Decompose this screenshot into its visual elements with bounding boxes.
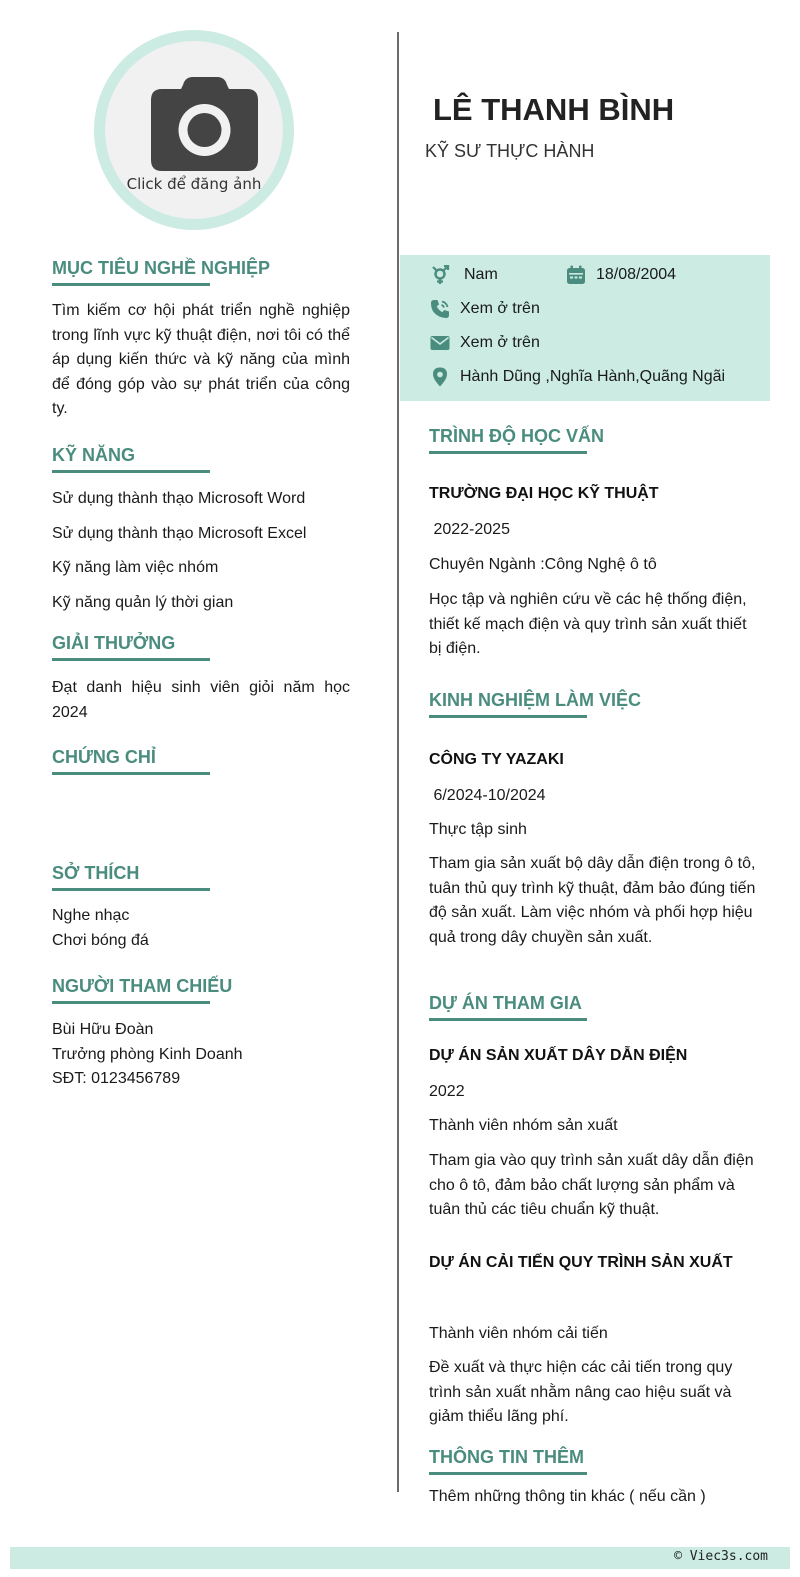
objective-text: Tìm kiếm cơ hội phát triển nghề nghiệp trong lĩnh vực kỹ thuật điện, nơi tôi có thể áp dụng kiến thức và kỹ năng của mình để đóng góp vào sự phát triển của công ty. — [52, 302, 350, 417]
section-underline — [52, 283, 210, 286]
education-section — [429, 426, 759, 454]
phone-value: Xem ở trên — [460, 300, 540, 317]
calendar-icon — [566, 265, 586, 285]
education-school: TRƯỜNG ĐẠI HỌC KỸ THUẬT — [429, 485, 659, 502]
contact-gender — [430, 265, 498, 285]
section-title: DỰ ÁN THAM GIA — [429, 993, 582, 1013]
contact-phone — [430, 299, 540, 319]
hobbies-list — [52, 904, 350, 953]
gender-icon — [430, 265, 450, 285]
gender-value: Nam — [464, 266, 498, 283]
skill-item: Kỹ năng quản lý thời gian — [52, 593, 234, 611]
section-title: KINH NGHIỆM LÀM VIỆC — [429, 690, 642, 710]
reference-position: Trưởng phòng Kinh Doanh — [52, 1045, 243, 1063]
skills-section — [52, 445, 350, 473]
section-title: TRÌNH ĐỘ HỌC VẤN — [429, 426, 604, 446]
skill-item: Sử dụng thành thạo Microsoft Excel — [52, 524, 307, 542]
section-title: THÔNG TIN THÊM — [429, 1447, 584, 1467]
additional-text: Thêm những thông tin khác ( nếu cần ) — [429, 1488, 706, 1505]
photo-caption: Click để đăng ảnh — [126, 175, 262, 193]
section-title: CHỨNG CHỈ — [52, 747, 156, 767]
avatar-placeholder[interactable] — [105, 41, 283, 219]
contact-panel — [400, 255, 770, 401]
experience-section — [429, 690, 759, 718]
mail-icon — [430, 333, 450, 353]
section-underline — [429, 715, 587, 718]
section-title: NGƯỜI THAM CHIẾU — [52, 976, 233, 996]
email-value: Xem ở trên — [460, 334, 540, 351]
certificates-section — [52, 747, 350, 775]
section-underline — [52, 1001, 210, 1004]
project-role: Thành viên nhóm cải tiến — [429, 1325, 608, 1342]
avatar-upload[interactable] — [94, 30, 294, 230]
contact-dob — [566, 265, 676, 285]
project-description: Tham gia vào quy trình sản xuất dây dẫn điện cho ô tô, đảm bảo chất lượng sản phẩm và tuân thủ các tiêu chuẩn kỹ thuật. — [429, 1152, 754, 1218]
section-underline — [429, 1472, 587, 1475]
project-year: 2022 — [429, 1083, 465, 1100]
watermark: © Viec3s.com — [674, 1549, 768, 1564]
project-role: Thành viên nhóm sản xuất — [429, 1117, 618, 1134]
awards-text: Đạt danh hiệu sinh viên giỏi năm học 2024 — [52, 679, 350, 721]
education-major: Chuyên Ngành :Công Nghệ ô tô — [429, 556, 657, 573]
projects-section — [429, 993, 759, 1021]
section-underline — [52, 470, 210, 473]
location-pin-icon — [430, 367, 450, 387]
experience-company: CÔNG TY YAZAKI — [429, 751, 564, 768]
column-divider — [397, 32, 399, 1492]
reference-name: Bùi Hữu Đoàn — [52, 1021, 154, 1038]
references-list — [52, 1018, 350, 1092]
footer-bar — [10, 1547, 790, 1569]
hobbies-section — [52, 863, 350, 891]
section-underline — [429, 451, 587, 454]
education-period: 2022-2025 — [429, 521, 510, 538]
skills-list — [52, 487, 350, 625]
section-underline — [52, 888, 210, 891]
reference-phone: SĐT: 0123456789 — [52, 1070, 181, 1087]
experience-description: Tham gia sản xuất bộ dây dẫn điện trong ô tô, tuân thủ quy trình kỹ thuật, đảm bảo đúng tiến độ sản xuất. Làm việc nhóm và phối hợp hiệu quả trong dây chuyền sản xuất. — [429, 855, 756, 946]
section-underline — [52, 772, 210, 775]
hobby-item: Nghe nhạc — [52, 907, 130, 924]
project-name: DỰ ÁN CẢI TIẾN QUY TRÌNH SẢN XUẤT — [429, 1254, 733, 1271]
additional-section — [429, 1447, 759, 1475]
skill-item: Kỹ năng làm việc nhóm — [52, 559, 219, 576]
dob-value: 18/08/2004 — [596, 266, 677, 283]
phone-icon — [430, 299, 450, 319]
section-title: GIẢI THƯỞNG — [52, 633, 176, 653]
camera-icon — [151, 77, 258, 171]
section-title: SỞ THÍCH — [52, 863, 140, 883]
objective-section — [52, 258, 350, 286]
education-description: Học tập và nghiên cứu về các hệ thống điện, thiết kế mạch điện và quy trình sản xuất thiết bị điện. — [429, 591, 747, 657]
address-value: Hành Dũng ,Nghĩa Hành,Quãng Ngãi — [460, 368, 726, 385]
awards-section — [52, 633, 350, 661]
experience-period: 6/2024-10/2024 — [429, 787, 546, 804]
skill-item: Sử dụng thành thạo Microsoft Word — [52, 490, 306, 507]
experience-position: Thực tập sinh — [429, 821, 527, 838]
references-section — [52, 976, 350, 1004]
full-name: LÊ THANH BÌNH — [433, 92, 675, 127]
section-underline — [429, 1018, 587, 1021]
project-description: Đề xuất và thực hiện các cải tiến trong quy trình sản xuất nhằm nâng cao hiệu suất và giảm thiểu lãng phí. — [429, 1359, 733, 1425]
job-title: KỸ SƯ THỰC HÀNH — [425, 141, 595, 161]
section-title: KỸ NĂNG — [52, 445, 136, 465]
hobby-item: Chơi bóng đá — [52, 931, 149, 949]
project-name: DỰ ÁN SẢN XUẤT DÂY DẪN ĐIỆN — [429, 1047, 688, 1064]
section-title: MỤC TIÊU NGHỀ NGHIỆP — [52, 258, 271, 278]
contact-email — [430, 333, 540, 353]
section-underline — [52, 658, 210, 661]
contact-address — [430, 367, 725, 387]
